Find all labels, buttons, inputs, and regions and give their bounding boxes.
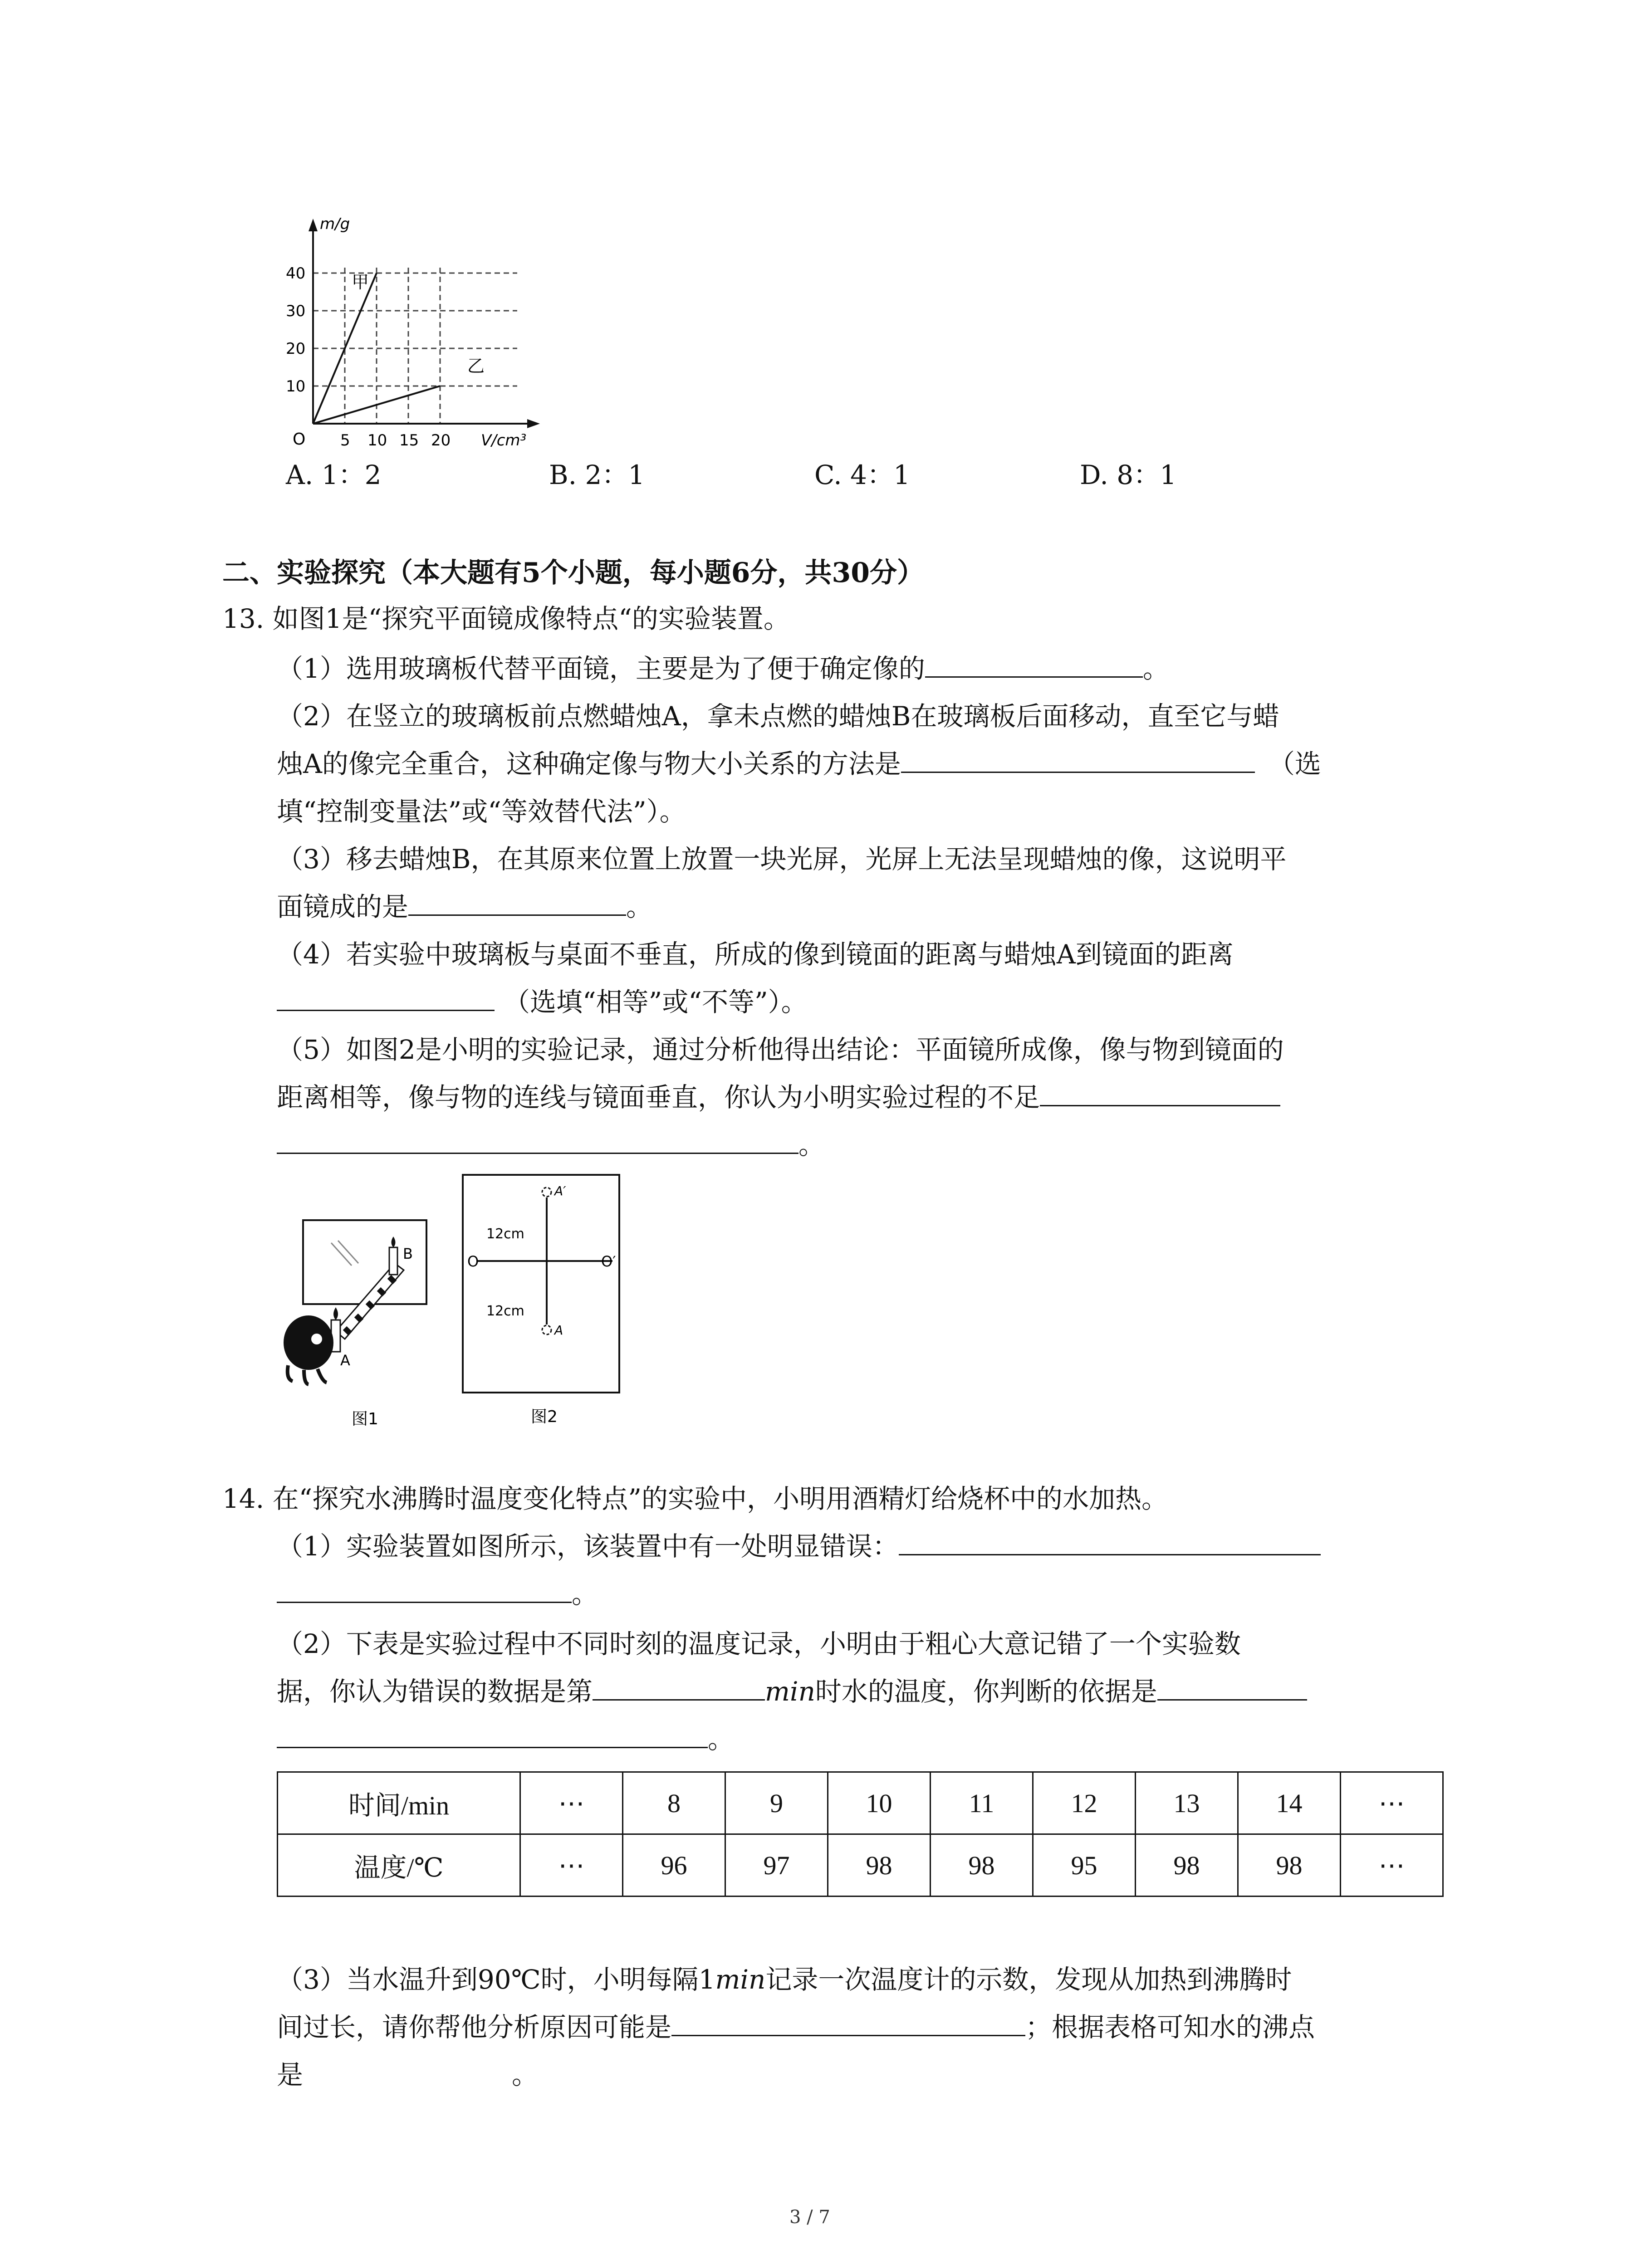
q13-part3-end: 。: [626, 891, 653, 922]
table-cell: 8: [623, 1772, 725, 1834]
q13-part4-text: （选填“相等”或“不等”）。: [504, 987, 808, 1017]
table-cell: 98: [1136, 1834, 1238, 1897]
x-tick-20: 20: [431, 431, 451, 450]
q14-part3-line3: [277, 2055, 538, 2095]
q13-part2-end: （选: [1268, 748, 1321, 779]
q14-part2-text-2: 时水的温度，你判断的依据是: [815, 1676, 1157, 1707]
q13-part3-line2: [277, 887, 652, 927]
q14-blank-1b[interactable]: [277, 1575, 572, 1603]
object-point-bottom: [542, 1325, 551, 1334]
q14-part3-text-5: 是: [277, 2059, 304, 2090]
figure-2: [458, 1170, 640, 1452]
q13-part5-end: 。: [798, 1129, 825, 1160]
x-tick-5: 5: [340, 431, 350, 450]
object-label-bottom: A: [554, 1323, 563, 1338]
table-cell: 98: [931, 1834, 1033, 1897]
table-cell: 10: [828, 1772, 931, 1834]
x-tick-10: 10: [367, 431, 387, 450]
table-cell: 12: [1033, 1772, 1136, 1834]
line-yi-label: 乙: [467, 356, 485, 376]
y-tick-30: 30: [286, 302, 306, 320]
table-cell: 13: [1136, 1772, 1238, 1834]
q14-part3-line2: [277, 2007, 1315, 2047]
q13-intro: 13. 如图1是“探究平面镜成像特点“的实验装置。: [222, 603, 790, 634]
q13-part1-end: 。: [1142, 653, 1169, 684]
section2-title: 二、实验探究（本大题有5个小题，每小题6分，共30分）: [222, 557, 924, 589]
q14-blank-3a[interactable]: [671, 2009, 1025, 2036]
q13-blank-2[interactable]: [901, 745, 1255, 773]
record-paper: [463, 1175, 619, 1393]
q14-part3-text-2: 记录一次温度计的示数，发现从加热到沸腾时: [765, 1964, 1292, 1995]
q13-part4-line1: （4）若实验中玻璃板与桌面不垂直，所成的像到镜面的距离与蜡烛A到镜面的距离: [277, 939, 1234, 970]
q14-part3-text-3: 间过长，请你帮他分析原因可能是: [277, 2012, 672, 2043]
table-row-temp: [278, 1834, 1443, 1897]
option-c: C. 4：1: [814, 459, 910, 490]
table-cell: 97: [725, 1834, 828, 1897]
q14-part2-unit: min: [765, 1676, 815, 1707]
q14-intro: 14. 在“探究水沸腾时温度变化特点”的实验中，小明用酒精灯给烧杯中的水加热。: [222, 1483, 1168, 1514]
q13-blank-4[interactable]: [277, 983, 495, 1011]
q13-part5-line3: [277, 1125, 825, 1165]
q14-blank-2a[interactable]: [593, 1673, 765, 1701]
figure-1-caption: 图1: [352, 1410, 378, 1428]
q14-part1-end: 。: [572, 1579, 598, 1609]
table-cell: ⋯: [1341, 1834, 1443, 1897]
q14-part1-text: （1）实验装置如图所示，该装置中有一处明显错误：: [277, 1531, 899, 1562]
observer-head-icon: [284, 1315, 333, 1384]
table-cell: 14: [1238, 1772, 1341, 1834]
q14-part1-line2: [277, 1574, 598, 1614]
y-tick-20: 20: [286, 340, 306, 358]
q13-part2-line3: 填“控制变量法”或“等效替代法”）。: [277, 796, 686, 827]
x-tick-15: 15: [399, 431, 419, 450]
image-label-top: A′: [554, 1183, 566, 1198]
table-cell: 98: [1238, 1834, 1341, 1897]
q14-part2-line3: [277, 1719, 734, 1759]
q13-blank-3[interactable]: [408, 888, 626, 916]
q13-part1-text: （1）选用玻璃板代替平面镜，主要是为了便于确定像的: [277, 653, 925, 684]
q14-blank-2b[interactable]: [1157, 1673, 1307, 1701]
mirror-end-right: O′: [601, 1253, 616, 1270]
q14-part1-line1: [277, 1526, 1321, 1566]
q13-part5-line2: [277, 1077, 1280, 1117]
table-cell: 98: [828, 1834, 931, 1897]
origin-label: O: [293, 430, 306, 449]
distance-top: 12cm: [486, 1226, 524, 1242]
q13-blank-1[interactable]: [925, 650, 1143, 678]
table-cell: ⋯: [520, 1772, 623, 1834]
candle-a-flame: [333, 1307, 338, 1320]
q13-part2-line1: （2）在竖立的玻璃板前点燃蜡烛A，拿未点燃的蜡烛B在玻璃板后面移动，直至它与蜡: [277, 701, 1279, 732]
q14-part2-line2: [277, 1672, 1307, 1711]
candle-a-label: A: [340, 1352, 350, 1369]
figure-1: [272, 1207, 445, 1442]
table-cell: ⋯: [520, 1834, 623, 1897]
line-jia-label: 甲: [352, 272, 369, 292]
q14-blank-1a[interactable]: [899, 1528, 1321, 1555]
temperature-table: [277, 1771, 1444, 1897]
y-tick-10: 10: [286, 377, 306, 396]
x-axis-arrow: [527, 419, 540, 428]
candle-b: [389, 1247, 397, 1275]
q13-blank-5a[interactable]: [1040, 1079, 1280, 1106]
q14-part2-line1: （2）下表是实验过程中不同时刻的温度记录，小明由于粗心大意记错了一个实验数: [277, 1628, 1241, 1659]
q13-part3-line1: （3）移去蜡烛B，在其原来位置上放置一块光屏，光屏上无法呈现蜡烛的像，这说明平: [277, 844, 1287, 875]
q14-blank-2c[interactable]: [277, 1721, 708, 1748]
table-cell: 11: [931, 1772, 1033, 1834]
table-cell: 9: [725, 1772, 828, 1834]
mirror-end-left: O: [467, 1253, 479, 1270]
q14-part3-line1: [277, 1960, 1292, 1999]
candle-b-flame: [392, 1237, 396, 1247]
q14-part3-text-4: ；根据表格可知水的沸点: [1025, 2012, 1315, 2043]
y-axis-arrow: [309, 219, 318, 231]
distance-bottom: 12cm: [486, 1303, 524, 1319]
table-header-time: 时间/min: [278, 1772, 520, 1834]
candle-b-label: B: [403, 1245, 413, 1262]
glass-reflection-1: [331, 1243, 352, 1266]
q13-part3-text: 面镜成的是: [277, 891, 409, 922]
q13-part1: [277, 649, 1169, 689]
table-header-temp: 温度/℃: [278, 1834, 520, 1897]
table-cell: ⋯: [1341, 1772, 1443, 1834]
y-tick-40: 40: [286, 264, 306, 283]
q13-part2-text: 烛A的像完全重合，这种确定像与物大小关系的方法是: [277, 748, 901, 779]
q14-part2-text-1: 据，你认为错误的数据是第: [277, 1676, 593, 1707]
figure-2-caption: 图2: [531, 1408, 558, 1426]
q14-part3-end: 。: [512, 2059, 539, 2090]
q13-part2-line2: [277, 744, 1321, 784]
y-axis-label: m/g: [320, 215, 350, 233]
q14-part3-text-1: （3）当水温升到90℃时，小明每隔1: [277, 1964, 715, 1995]
q14-part3-unit: min: [715, 1964, 766, 1995]
table-row-time: [278, 1772, 1443, 1834]
x-axis-label: V/cm³: [481, 431, 527, 450]
table-cell: 96: [623, 1834, 725, 1897]
option-b: B. 2：1: [549, 459, 645, 490]
q13-part4-line2: [277, 982, 808, 1022]
q13-part5-text: 距离相等，像与物的连线与镜面垂直，你认为小明实验过程的不足: [277, 1082, 1040, 1113]
q13-part5-line1: （5）如图2是小明的实验记录，通过分析他得出结论：平面镜所成像，像与物到镜面的: [277, 1034, 1284, 1065]
option-d: D. 8：1: [1080, 459, 1177, 490]
mass-volume-graph: [272, 209, 554, 472]
q13-blank-5b[interactable]: [277, 1126, 798, 1154]
option-a: A. 1：2: [286, 459, 382, 490]
image-point-top: [542, 1188, 551, 1197]
table-cell: 95: [1033, 1834, 1136, 1897]
page-number: 3 / 7: [789, 2207, 830, 2228]
q14-part2-end: 。: [708, 1724, 735, 1755]
glass-reflection-2: [338, 1241, 358, 1263]
